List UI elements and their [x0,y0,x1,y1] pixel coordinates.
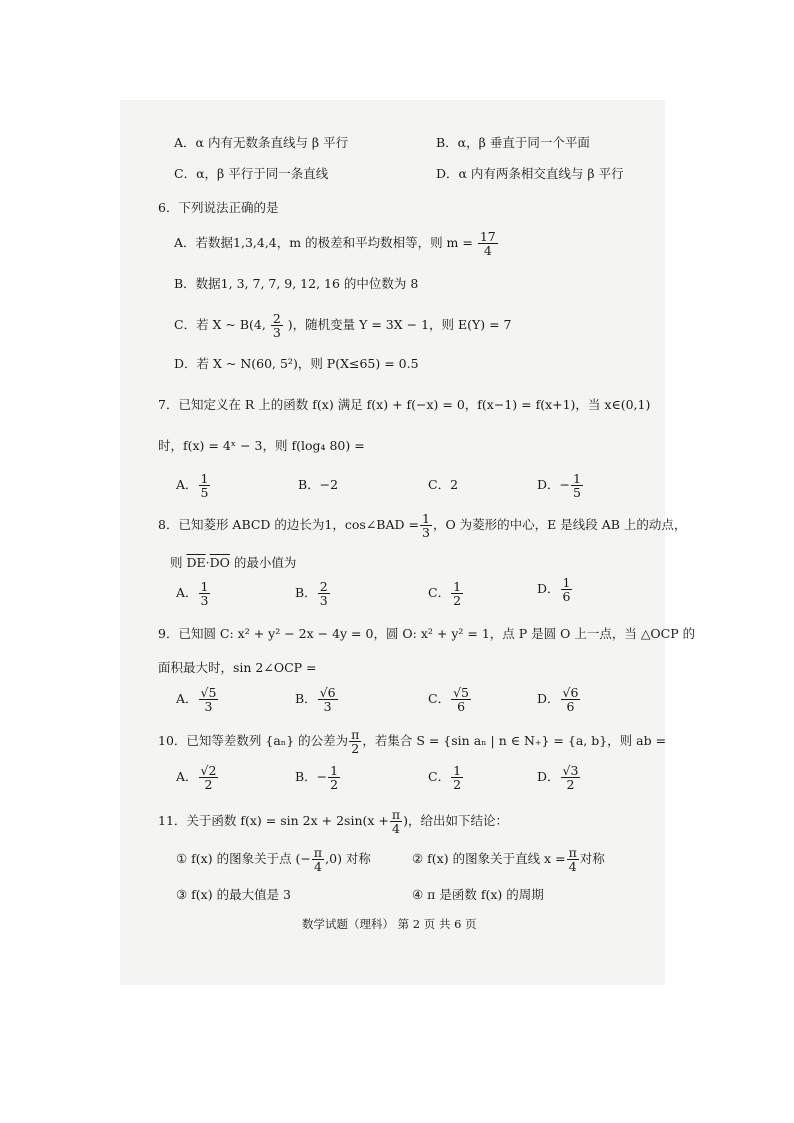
q6-stem: 6．下列说法正确的是 [158,200,279,215]
q6-option-c-text-post: )，随机变量 Y = 3X − 1，则 E(Y) = 7 [287,317,512,333]
q8-option-c: C． $\frac{1}{2}$ [428,579,462,609]
q9-stem-2: 面积最大时，sin 2∠OCP = [158,660,317,675]
q7-option-d: D．− $\frac{1}{5}$ [537,471,581,501]
q5-option-d: D．α 内有两条相交直线与 β 平行 [436,166,624,181]
q8-stem-1: 8．已知菱形 ABCD 的边长为1，cos∠BAD = $\frac{1}{3}$ ，O 为菱形的中心，E 是线段 AB 上的动点， [158,511,687,541]
q10-option-a: A． $\frac{√2}{2}$ [176,763,217,793]
q8-option-a: A． $\frac{1}{3}$ [176,579,209,609]
q7-stem-2: 时，f(x) = 4ˣ − 3，则 f(log₄ 80) = [158,438,365,453]
page-footer: 数学试题（理科） 第 2 页 共 6 页 [302,917,477,931]
q11-stem: 11．关于函数 f(x) = sin 2x + 2sin(x + $\frac{\pi}{4}$ )，给出如下结论： [158,807,508,837]
q5-option-b: B．α，β 垂直于同一个平面 [436,135,590,150]
q11-conclusion-4: ④ π 是函数 f(x) 的周期 [412,887,544,902]
q10-option-d: D． $\frac{√3}{2}$ [537,763,579,793]
vector-de: $\overline{DE}$ [186,555,206,570]
q10-option-c: C． $\frac{1}{2}$ [428,763,462,793]
q6-option-a [174,230,499,257]
q6-option-c [174,312,512,339]
q7-option-c: C．2 [428,477,459,492]
q7-option-a: A． $\frac{1}{5}$ [176,471,209,501]
q10-option-b: B．− $\frac{1}{2}$ [295,763,339,793]
q11-conclusion-1: ① f(x) 的图象关于点 (− $\frac{\pi}{4}$ ,0) 对称 [176,845,371,875]
q6-option-a-fraction: $\frac{17}{4}$ [479,229,496,259]
q8-option-d: D． $\frac{1}{6}$ [537,575,571,605]
q6-option-b: B．数据1, 3, 7, 7, 9, 12, 16 的中位数为 8 [174,276,419,291]
q9-stem-1: 9．已知圆 C: x² + y² − 2x − 4y = 0，圆 O: x² + y² = 1，点 P 是圆 O 上一点，当 △OCP 的 [158,626,696,641]
q5-option-c: C．α，β 平行于同一条直线 [174,166,329,181]
q7-option-b: B．−2 [298,477,339,492]
q8-stem-2: 则 $\overline{DE}\cdot\overline{DO}$ 的最小值为 [170,555,297,570]
q9-option-a: A． $\frac{√5}{3}$ [176,685,217,715]
q5-option-a: A．α 内有无数条直线与 β 平行 [174,135,349,150]
q9-option-c: C． $\frac{√5}{6}$ [428,685,469,715]
q9-option-b: B． $\frac{√6}{3}$ [295,685,336,715]
q11-conclusion-3: ③ f(x) 的最大值是 3 [176,887,292,902]
q9-option-d: D． $\frac{√6}{6}$ [537,685,579,715]
q8-option-b: B． $\frac{2}{3}$ [295,579,328,609]
q6-option-c-text-pre: C．若 X ~ B(4, [174,317,266,333]
q6-option-c-fraction: $\frac{2}{3}$ [272,311,281,341]
q6-option-a-text: A．若数据1,3,4,4，m 的极差和平均数相等，则 m = [174,235,473,251]
vector-do: $\overline{DO}$ [209,555,230,570]
q10-stem: 10．已知等差数列 {aₙ} 的公差为 $\frac{\pi}{2}$ ，若集合 S = {sin aₙ | n ∈ N₊} = {a, b}，则 ab = [158,727,667,757]
q7-stem-1: 7．已知定义在 R 上的函数 f(x) 满足 f(x) + f(−x) = 0，f(x−1) = f(x+1)，当 x∈(0,1) [158,397,651,412]
q6-option-d: D．若 X ~ N(60, 5²)，则 P(X≤65) = 0.5 [174,356,419,371]
q11-conclusion-2: ② f(x) 的图象关于直线 x = $\frac{\pi}{4}$ 对称 [412,845,605,875]
